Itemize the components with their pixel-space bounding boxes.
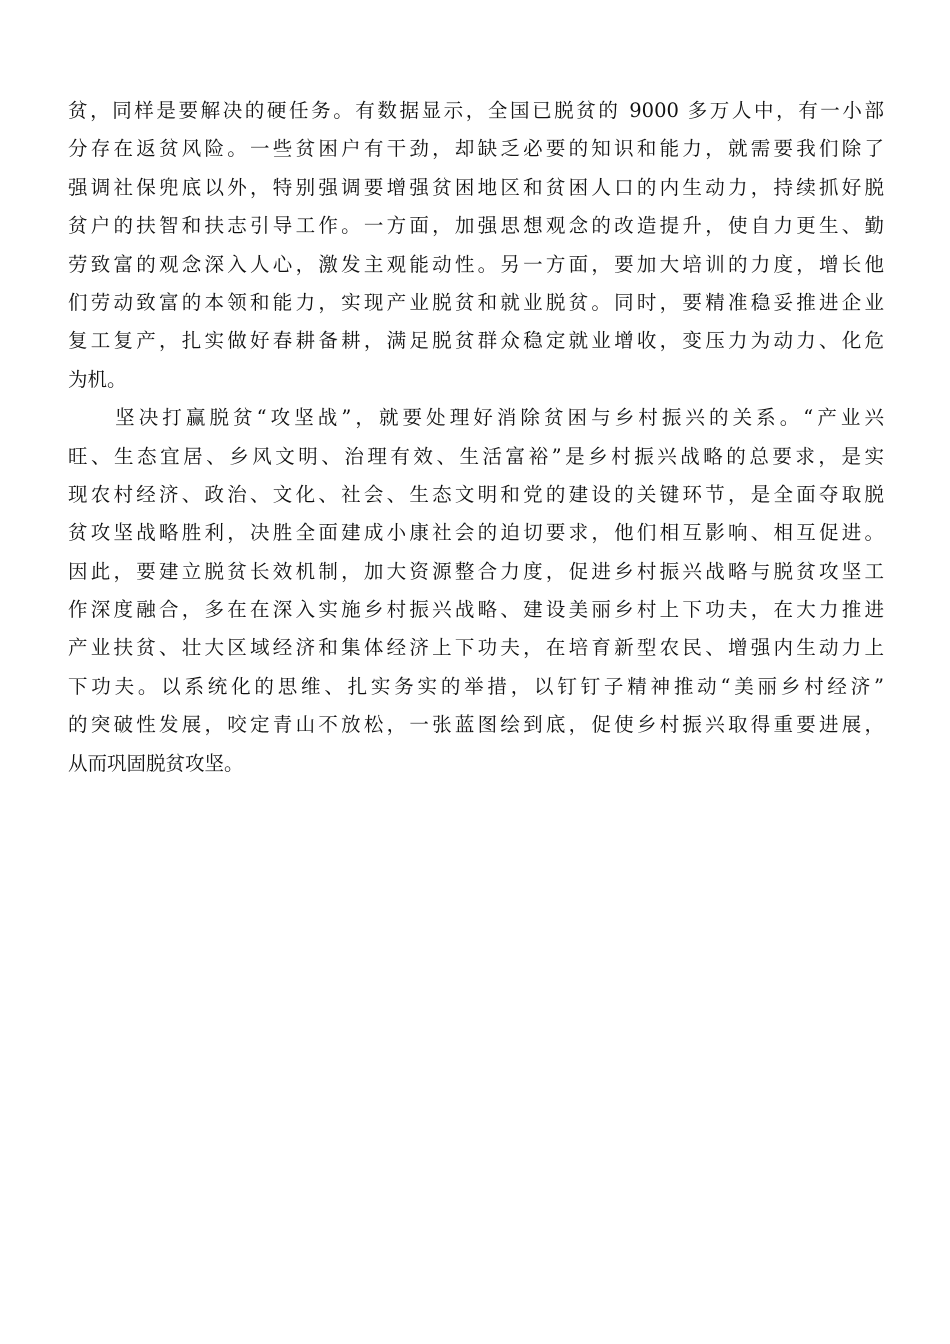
text-line: 劳致富的观念深入人心，激发主观能动性。另一方面，要加大培训的力度，增长他 [68, 252, 884, 276]
text-line: 因此，要建立脱贫长效机制，加大资源整合力度，促进乡村振兴战略与脱贫攻坚工 [68, 559, 884, 583]
text-line: 旺、生态宜居、乡风文明、治理有效、生活富裕”是乡村振兴战略的总要求，是实 [68, 444, 884, 468]
text-line: 分存在返贫风险。一些贫困户有干劲，却缺乏必要的知识和能力，就需要我们除了 [68, 137, 884, 161]
text-line: 贫户的扶智和扶志引导工作。一方面，加强思想观念的改造提升，使自力更生、勤 [68, 214, 884, 238]
text-line: 们劳动致富的本领和能力，实现产业脱贫和就业脱贫。同时，要精准稳妥推进企业 [68, 290, 884, 314]
text-line: 下功夫。以系统化的思维、扎实务实的举措，以钉钉子精神推动“美丽乡村经济” [68, 674, 884, 698]
text-line: 为机。 [68, 367, 127, 391]
text-line: 强调社保兜底以外，特别强调要增强贫困地区和贫困人口的内生动力，持续抓好脱 [68, 175, 884, 199]
paragraph-1 [68, 92, 884, 399]
text-line: 坚决打赢脱贫“攻坚战”，就要处理好消除贫困与乡村振兴的关系。“产业兴 [68, 406, 884, 430]
paragraph-2 [68, 399, 884, 783]
text-line: 的突破性发展，咬定青山不放松，一张蓝图绘到底，促使乡村振兴取得重要进展， [68, 713, 884, 737]
text-line: 从而巩固脱贫攻坚。 [68, 751, 244, 775]
text-line: 贫攻坚战略胜利，决胜全面建成小康社会的迫切要求，他们相互影响、相互促进。 [68, 521, 884, 545]
text-line: 现农村经济、政治、文化、社会、生态文明和党的建设的关键环节，是全面夺取脱 [68, 482, 884, 506]
text-line: 作深度融合，多在在深入实施乡村振兴战略、建设美丽乡村上下功夫，在大力推进 [68, 598, 884, 622]
text-line: 复工复产，扎实做好春耕备耕，满足脱贫群众稳定就业增收，变压力为动力、化危 [68, 329, 884, 353]
text-line: 产业扶贫、壮大区域经济和集体经济上下功夫，在培育新型农民、增强内生动力上 [68, 636, 884, 660]
document-body [68, 92, 884, 783]
text-line: 贫，同样是要解决的硬任务。有数据显示，全国已脱贫的 9000 多万人中，有一小部 [68, 99, 884, 122]
